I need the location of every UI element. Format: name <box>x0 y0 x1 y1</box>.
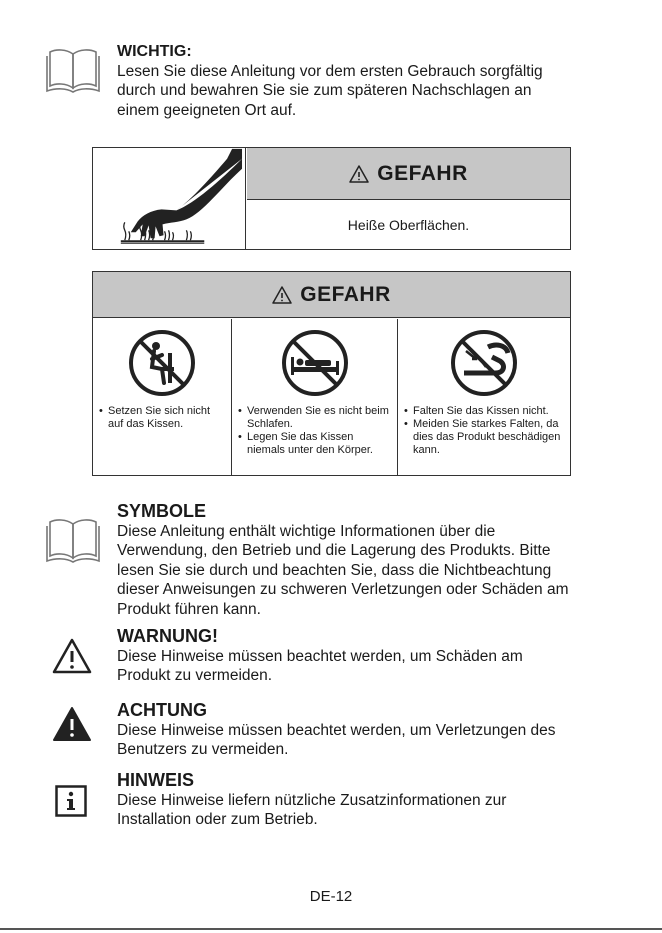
hand-hot-surface-icon <box>93 148 245 249</box>
danger-item: • Setzen Sie sich nicht auf das Kissen. <box>99 405 227 431</box>
danger-box-usage <box>92 271 571 476</box>
danger-item: • Meiden Sie starkes Falten, da dies das Produkt beschädigen kann. <box>404 418 565 457</box>
important-section <box>117 42 637 120</box>
danger-heading-text: GEFAHR <box>377 161 468 185</box>
caution-title: ACHTUNG <box>117 700 207 720</box>
important-line: Lesen Sie diese Anleitung vor dem ersten Gebrauch sorgfältig <box>117 62 543 80</box>
danger-box-hot-surface <box>92 147 571 250</box>
danger-text-1: Heiße Oberflächen. <box>347 217 470 233</box>
danger-column-no-folding <box>397 319 569 475</box>
warning-title: WARNUNG! <box>117 626 218 646</box>
warning-section <box>117 627 637 686</box>
symbols-title: SYMBOLE <box>117 501 207 521</box>
note-title: HINWEIS <box>117 770 195 790</box>
info-square-icon <box>55 785 87 817</box>
caution-filled-triangle-icon <box>52 706 92 742</box>
symbols-line: Diese Anleitung enthält wichtige Informationen über die <box>117 522 496 540</box>
warning-outline-triangle-icon <box>52 638 92 674</box>
important-title: WICHTIG: <box>117 43 192 60</box>
warning-triangle-icon <box>272 285 292 305</box>
page-number: DE-12 <box>309 888 353 905</box>
danger-item: • Legen Sie das Kissen niemals unter den Körper. <box>238 431 393 457</box>
warning-line: Produkt zu vermeiden. <box>117 667 273 684</box>
danger-column-no-sitting <box>93 319 231 475</box>
important-line: einem geeigneten Ort auf. <box>117 101 297 119</box>
symbols-line: lesen Sie sie durch und beachten Sie, dass die Nichtbeachtung <box>117 561 552 579</box>
bottom-divider <box>0 928 662 930</box>
important-line: durch und bewahren Sie sie zum späteren Nachschlagen an <box>117 82 532 99</box>
note-line: Diese Hinweise liefern nützliche Zusatzinformationen zur <box>117 791 507 809</box>
warning-line: Diese Hinweise müssen beachtet werden, um Schäden am <box>117 647 523 665</box>
symbols-section <box>117 502 637 619</box>
no-folding-icon <box>450 329 518 397</box>
danger-item: • Falten Sie das Kissen nicht. <box>404 405 565 418</box>
hot-surface-illustration <box>93 148 246 249</box>
danger-heading-text: GEFAHR <box>300 282 391 306</box>
symbols-line: Produkt führen kann. <box>117 600 261 618</box>
danger-item: • Verwenden Sie es nicht beim Schlafen. <box>238 405 393 431</box>
no-sleeping-icon <box>281 329 349 397</box>
caution-line: Benutzers zu vermeiden. <box>117 741 289 758</box>
warning-triangle-icon <box>349 164 369 184</box>
caution-section <box>117 701 637 760</box>
note-line: Installation oder zum Betrieb. <box>117 811 318 828</box>
note-section <box>117 771 637 830</box>
danger-heading-1 <box>247 148 570 200</box>
open-book-icon <box>44 516 102 564</box>
no-sitting-icon <box>128 329 196 397</box>
danger-column-no-sleeping <box>231 319 397 475</box>
caution-line: Diese Hinweise müssen beachtet werden, um Verletzungen des <box>117 721 556 739</box>
open-book-icon <box>44 46 102 94</box>
symbols-line: dieser Anweisungen zu schweren Verletzungen oder Schäden am <box>117 581 569 598</box>
symbols-line: Verwendung, den Betrieb und die Lagerung des Produkts. Bitte <box>117 542 551 559</box>
danger-heading-2 <box>93 272 570 318</box>
